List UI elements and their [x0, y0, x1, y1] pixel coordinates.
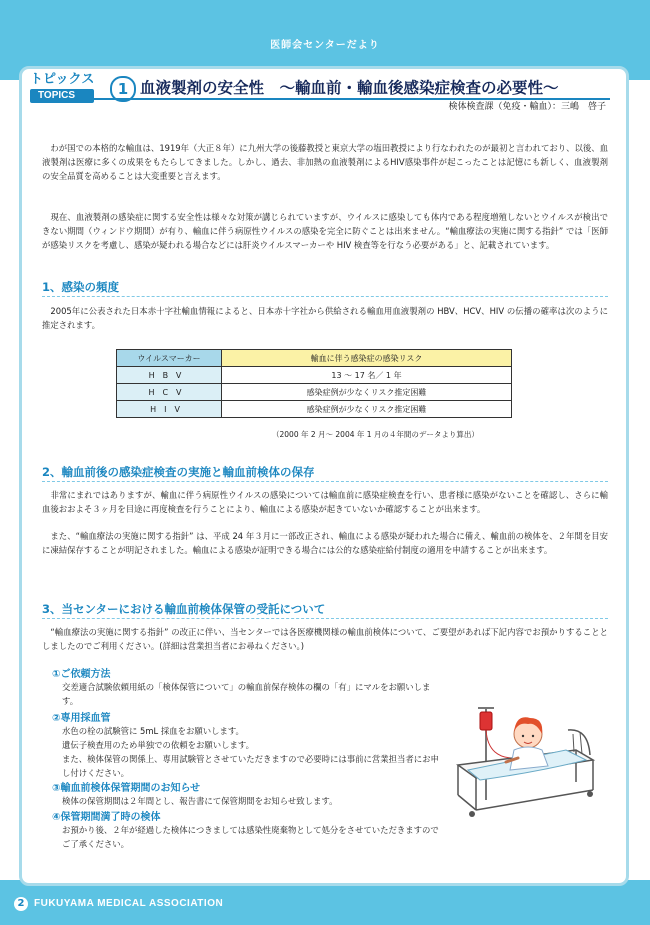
table-header-cell: 輸血に伴う感染症の感染リスク [222, 350, 512, 367]
section-1-rule [42, 296, 608, 297]
table-note: （2000 年 2 月～ 2004 年 1 月の４年間のデータより算出） [272, 430, 479, 439]
table-cell-risk: 感染症例が少なくリスク推定困難 [222, 401, 512, 418]
item-1-text: 交差適合試験依頼用紙の「検体保管について」の輸血前保存検体の欄の「有」にマルをお願いします。 [62, 682, 431, 706]
section-3-heading: 3、当センターにおける輸血前検体保管の受託について [42, 602, 326, 616]
risk-table [116, 349, 512, 418]
patient-transfusion-bed-illustration [448, 700, 598, 820]
intro-paragraph-2: 現在、血液製剤の感染症に関する安全性は様々な対策が講じられていますが、ウイルスに感染しても体内である程度増殖しないとウイルスが検出できない期間（ウィンドウ期間）が有り、輸血に伴う病原性ウイルスの感染を完全に防ぐことは出来ません。“輸血療法の実施に関する指針” では「医師が感染リスクを考慮し、感染が疑われる場合などには肝炎ウイルスマーカーや HIV 検査等を行なう必要がある」と、記載されています。 [42, 212, 608, 250]
footer-organization-name: FUKUYAMA MEDICAL ASSOCIATION [34, 898, 224, 909]
topic-number: 1 [110, 76, 136, 102]
section-1-paragraph: 2005年に公表された日本赤十字社輸血情報によると、日本赤十字社から供給される輸血用血液製剤の HBV、HCV、HIV の伝播の確率は次のように推定されます。 [42, 306, 608, 330]
table-cell-marker: HCV [117, 384, 222, 401]
item-2-title: ②専用採血管 [52, 713, 111, 724]
table-row [117, 401, 512, 418]
table-cell-marker: HIV [117, 401, 222, 418]
table-cell-risk: 感染症例が少なくリスク推定困難 [222, 384, 512, 401]
item-3-title: ③輸血前検体保管期間のお知らせ [52, 783, 201, 794]
header-title: 医師会センターだより [270, 40, 380, 51]
table-row [117, 384, 512, 401]
intro-paragraph-1: わが国での本格的な輸血は、1919年（大正８年）に九州大学の後藤教授と東京大学の塩田教授により行なわれたのが最初と言われており、以後、血液製剤は医療に多くの成果をもたらしてきました。しかし、過去、非加熱の血液製剤によるHIV感染事件が起こったことは記憶にも新しく、血液製剤の安全品質を高めることは大変重要と言えます。 [42, 143, 608, 181]
section-3-paragraph: “輸血療法の実施に関する指針” の改正に伴い、当センターでは各医療機関様の輸血前検体について、ご要望があれば下記内容でお預かりすることとしましたのでご利用ください。(詳細は営業担当者にお尋ねください。) [42, 627, 608, 651]
topics-label-en: TOPICS [30, 89, 94, 103]
section-2-paragraph-2: また、“輸血療法の実施に関する指針” は、平成 24 年３月に一部改正され、輸血による感染が疑われた場合に備え、輸血前の検体を、２年間を目安に凍結保存することが明記されました。輸血による感染が証明できる場合には公的な感染症給付制度の適用を申請することが出来ます。 [42, 531, 608, 555]
table-header-row [117, 350, 512, 367]
table-row [117, 367, 512, 384]
page-number: 2 [14, 897, 28, 911]
section-2-paragraph-1: 非常にまれではありますが、輸血に伴う病原性ウイルスの感染については輸血前に感染症検査を行い、患者様に感染がないことを確認し、さらに輸血後おおよそ３ヶ月を目途に再度検査を行うことにより、輸血による感染が起きていないか確認することが出来ます。 [42, 490, 608, 514]
item-4-title: ④保管期間満了時の検体 [52, 812, 161, 823]
topics-label-jp: トピックス [30, 72, 95, 87]
section-1-heading: 1、感染の頻度 [42, 280, 120, 294]
section-2-rule [42, 481, 608, 482]
article-title: 血液製剤の安全性 ～輸血前・輸血後感染症検査の必要性～ [140, 79, 559, 97]
section-2-heading: 2、輸血前後の感染症検査の実施と輸血前検体の保存 [42, 465, 315, 479]
item-1-title: ①ご依頼方法 [52, 669, 111, 680]
table-cell-risk: 13 ～ 17 名／ 1 年 [222, 367, 512, 384]
table-header-cell: ウイルスマーカー [117, 350, 222, 367]
item-2-text: 水色の栓の試験管に 5mL 採血をお願いします。 遺伝子検査用のため単独での依頼をお願いします。 また、検体保管の関係上、専用試験管とさせていただきますので必要時には事前に営業担当者にお申し付けください。 [62, 726, 439, 778]
table-cell-marker: HBV [117, 367, 222, 384]
item-4-text: お預かり後、２年が経過した検体につきましては感染性廃棄物として処分をさせていただきますのでご了承ください。 [62, 825, 439, 849]
section-3-rule [42, 618, 608, 619]
item-3-text: 検体の保管期間は２年間とし、報告書にて保管期間をお知らせ致します。 [62, 796, 338, 806]
author-credit: 検体検査課（免疫・輸血）：三嶋 啓子 [448, 102, 606, 112]
